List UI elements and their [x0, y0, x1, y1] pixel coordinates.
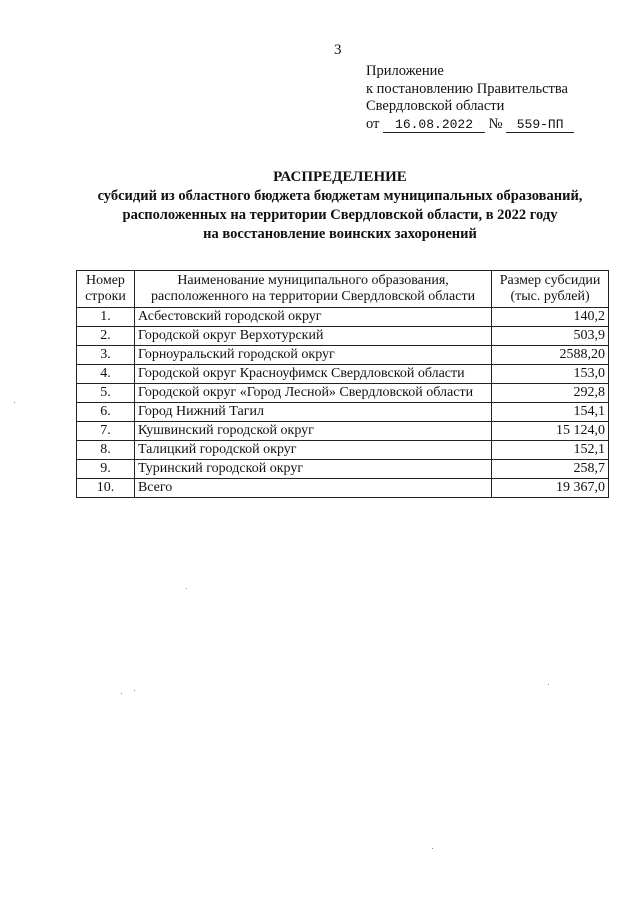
appendix-line-1: Приложение — [366, 63, 444, 79]
appendix-line-date — [366, 116, 574, 134]
decree-number: 559-ПП — [506, 118, 574, 133]
document-title — [60, 168, 620, 244]
appendix-line-3: Свердловской области — [366, 98, 505, 114]
subsidy-amount: 292,8 — [492, 384, 609, 403]
municipality-name: Кушвинский городской округ — [134, 422, 491, 441]
subsidy-amount: 15 124,0 — [492, 422, 609, 441]
row-number: 3. — [77, 346, 135, 365]
row-number: 6. — [77, 403, 135, 422]
subsidy-amount: 2588,20 — [492, 346, 609, 365]
municipality-name: Городской округ Красноуфимск Свердловской области — [134, 365, 491, 384]
table-row — [77, 327, 609, 346]
municipality-name: Всего — [134, 479, 491, 498]
subsidy-amount: 152,1 — [492, 441, 609, 460]
number-label: № — [488, 115, 503, 132]
subsidies-table — [76, 270, 609, 498]
table-row — [77, 346, 609, 365]
scan-speck — [548, 684, 549, 685]
row-number: 8. — [77, 441, 135, 460]
title-line-3: на восстановление воинских захоронений — [203, 226, 477, 242]
municipality-name: Горноуральский городской округ — [134, 346, 491, 365]
subsidy-amount: 153,0 — [492, 365, 609, 384]
scan-speck — [134, 690, 135, 691]
table-body — [77, 308, 609, 498]
from-label: от — [366, 115, 380, 132]
row-number: 2. — [77, 327, 135, 346]
table-header-row — [77, 271, 609, 308]
title-line-1: субсидий из областного бюджета бюджетам муниципальных образований, — [97, 188, 583, 204]
scan-speck — [186, 588, 187, 589]
subsidy-amount: 503,9 — [492, 327, 609, 346]
municipality-name: Городской округ «Город Лесной» Свердловской области — [134, 384, 491, 403]
table-row — [77, 460, 609, 479]
row-number: 1. — [77, 308, 135, 327]
subsidy-amount: 258,7 — [492, 460, 609, 479]
table-row — [77, 308, 609, 327]
title-line-2: расположенных на территории Свердловской области, в 2022 году — [122, 207, 558, 223]
header-num: Номер строки — [77, 271, 135, 308]
subsidy-amount: 140,2 — [492, 308, 609, 327]
scan-speck — [14, 402, 15, 403]
scan-speck — [432, 848, 433, 849]
municipality-name: Городской округ Верхотурский — [134, 327, 491, 346]
table-row — [77, 441, 609, 460]
row-number: 5. — [77, 384, 135, 403]
header-amount: Размер субсидии (тыс. рублей) — [492, 271, 609, 308]
row-number: 4. — [77, 365, 135, 384]
table-row — [77, 384, 609, 403]
appendix-block — [366, 63, 574, 133]
municipality-name: Туринский городской округ — [134, 460, 491, 479]
page-number: 3 — [334, 42, 342, 58]
title-main: РАСПРЕДЕЛЕНИЕ — [273, 169, 407, 185]
table-row — [77, 365, 609, 384]
row-number: 9. — [77, 460, 135, 479]
municipality-name: Город Нижний Тагил — [134, 403, 491, 422]
row-number: 7. — [77, 422, 135, 441]
scan-speck — [121, 693, 122, 694]
table-row — [77, 403, 609, 422]
header-name: Наименование муниципального образования, расположенного на территории Свердловской области — [134, 271, 491, 308]
subsidy-amount: 154,1 — [492, 403, 609, 422]
appendix-line-2: к постановлению Правительства — [366, 80, 568, 97]
municipality-name: Асбестовский городской округ — [134, 308, 491, 327]
table-row — [77, 422, 609, 441]
municipality-name: Талицкий городской округ — [134, 441, 491, 460]
table-row — [77, 479, 609, 498]
decree-date: 16.08.2022 — [383, 118, 485, 133]
row-number: 10. — [77, 479, 135, 498]
subsidy-amount: 19 367,0 — [492, 479, 609, 498]
